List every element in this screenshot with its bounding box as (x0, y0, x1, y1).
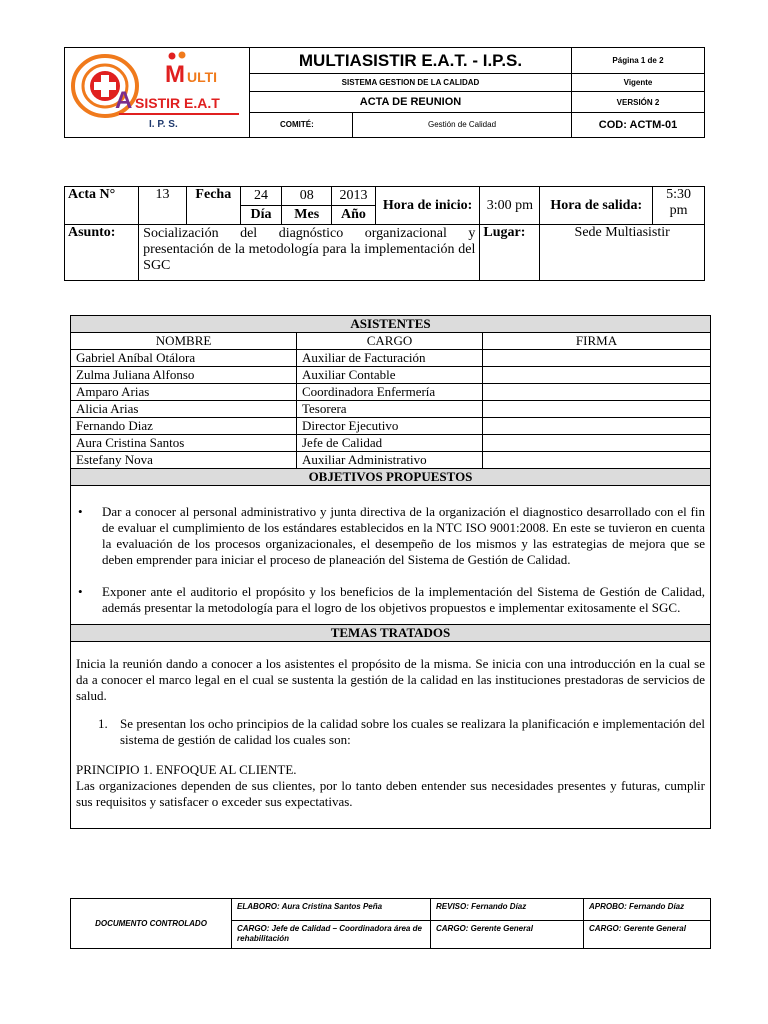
attendee-role: Coordinadora Enfermería (297, 384, 483, 401)
meeting-info-table (64, 186, 705, 281)
attendee-name: Alicia Arias (71, 401, 297, 418)
minutes-body-table (70, 315, 711, 829)
attendee-signature (483, 418, 711, 435)
attendee-name: Aura Cristina Santos (71, 435, 297, 452)
table-row (71, 401, 711, 418)
document-version: VERSIÓN 2 (572, 92, 705, 112)
table-row (71, 418, 711, 435)
attendee-role: Auxiliar de Facturación (297, 350, 483, 367)
elaborated-by: ELABORO: Aura Cristina Santos Peña (232, 899, 431, 921)
objectives-heading: OBJETIVOS PROPUESTOS (71, 469, 711, 486)
controlled-document-label: DOCUMENTO CONTROLADO (71, 899, 232, 949)
attendee-name: Gabriel Aníbal Otálora (71, 350, 297, 367)
attendee-signature (483, 452, 711, 469)
attendee-signature (483, 401, 711, 418)
attendee-name: Amparo Arias (71, 384, 297, 401)
attendee-signature (483, 384, 711, 401)
company-logo (65, 48, 250, 138)
attendee-signature (483, 435, 711, 452)
date-day: 24 (240, 187, 282, 206)
logo-letter-m: M (165, 61, 185, 88)
principle-title: PRINCIPIO 1. ENFOQUE AL CLIENTE. (76, 762, 297, 777)
document-type: ACTA DE REUNION (250, 92, 572, 112)
table-row (71, 350, 711, 367)
item-number: 1. (98, 716, 108, 731)
start-label: Hora de inicio: (375, 187, 480, 225)
attendee-signature (483, 350, 711, 367)
subject-label: Asunto: (65, 225, 139, 281)
document-code: COD: ACTM-01 (572, 112, 705, 137)
year-label: Año (332, 206, 376, 225)
attendee-role: Auxiliar Contable (297, 367, 483, 384)
table-row (71, 367, 711, 384)
start-time: 3:00 pm (480, 187, 540, 225)
day-label: Día (240, 206, 282, 225)
document-status: Vigente (572, 74, 705, 92)
table-row (71, 384, 711, 401)
date-year: 2013 (332, 187, 376, 206)
multiasistir-logo (69, 50, 245, 130)
list-item (98, 716, 705, 748)
col-cargo: CARGO (297, 333, 483, 350)
logo-word-multi: ULTI (187, 69, 218, 85)
objective-text: Exponer ante el auditorio el propósito y los beneficios de la implementación del Sistema de Gestión de Calidad, además presentar la metodología para el logro de los objetivos propuestos e implementar exitosamente el SGC. (102, 584, 705, 615)
month-label: Mes (282, 206, 332, 225)
end-time: 5:30 pm (653, 187, 705, 225)
table-row (71, 452, 711, 469)
reviewed-by: REVISO: Fernando Díaz (431, 899, 584, 921)
logo-letter-a: A (115, 87, 133, 114)
attendee-role: Auxiliar Administrativo (297, 452, 483, 469)
date-month: 08 (282, 187, 332, 206)
attendee-signature (483, 367, 711, 384)
place-value: Sede Multiasistir (540, 225, 705, 281)
attendee-name: Estefany Nova (71, 452, 297, 469)
approved-role: CARGO: Gerente General (584, 921, 711, 949)
logo-word-asistir: SISTIR E.A.T (135, 95, 220, 111)
objectives-list (76, 504, 705, 616)
end-label: Hora de salida: (540, 187, 653, 225)
acta-label: Acta N° (65, 187, 139, 225)
place-label: Lugar: (480, 225, 540, 281)
col-firma: FIRMA (483, 333, 711, 350)
attendee-name: Fernando Diaz (71, 418, 297, 435)
attendees-heading: ASISTENTES (71, 316, 711, 333)
committee-value: Gestión de Calidad (353, 112, 572, 137)
reviewed-role: CARGO: Gerente General (431, 921, 584, 949)
attendee-role: Director Ejecutivo (297, 418, 483, 435)
attendee-name: Zulma Juliana Alfonso (71, 367, 297, 384)
page-indicator: Página 1 de 2 (572, 48, 705, 74)
acta-number: 13 (139, 187, 187, 225)
bullet-icon: • (78, 584, 83, 599)
company-title: MULTIASISTIR E.A.T. - I.P.S. (250, 48, 572, 74)
topic-text: Se presentan los ocho principios de la calidad sobre los cuales se realizara la planificación e implementación del sistema de gestión de calidad los cuales son: (120, 716, 705, 747)
fecha-label: Fecha (186, 187, 240, 225)
table-row (71, 435, 711, 452)
subject-text: Socialización del diagnóstico organizacional y presentación de la metodología para la implementación del SGC (139, 225, 480, 281)
topics-list (76, 716, 705, 748)
list-item (78, 584, 705, 616)
document-header (64, 47, 705, 138)
topics-heading: TEMAS TRATADOS (71, 625, 711, 642)
quality-system-label: SISTEMA GESTION DE LA CALIDAD (250, 74, 572, 92)
topics-section (71, 642, 711, 829)
objective-text: Dar a conocer al personal administrativo y junta directiva de la organización el diagnostico desarrollado con el fin de evaluar el cumplimiento de los estándares establecidos en la NTC ISO 9001:2008. En este se tuvieron en cuenta la evaluación de los procesos organizacionales, el desempeño de los mismos y las estrategias de mejora que se deben emprender para iniciar el proceso de planeación del Sistema de Gestión de Calidad. (102, 504, 705, 567)
objectives-section (71, 486, 711, 625)
list-item (78, 504, 705, 568)
committee-label: COMITÉ: (250, 112, 353, 137)
bullet-icon: • (78, 504, 83, 519)
logo-ips: I. P. S. (149, 119, 178, 130)
approved-by: APROBO: Fernando Díaz (584, 899, 711, 921)
col-nombre: NOMBRE (71, 333, 297, 350)
principle-text: Las organizaciones dependen de sus clientes, por lo tanto deben entender sus necesidades presentes y futuras, cumplir sus requisitos y satisfacer o exceder sus expectativas. (76, 778, 705, 809)
elaborated-role: CARGO: Jefe de Calidad – Coordinadora área de rehabilitación (232, 921, 431, 949)
attendee-role: Tesorera (297, 401, 483, 418)
document-footer (70, 898, 711, 949)
topics-intro: Inicia la reunión dando a conocer a los asistentes el propósito de la misma. Se inicia con una introducción en la cual se da a conocer el marco legal en el cual se sustenta la gestión de la calidad en las instituciones prestadoras de servicios de salud. (76, 656, 705, 703)
attendee-role: Jefe de Calidad (297, 435, 483, 452)
